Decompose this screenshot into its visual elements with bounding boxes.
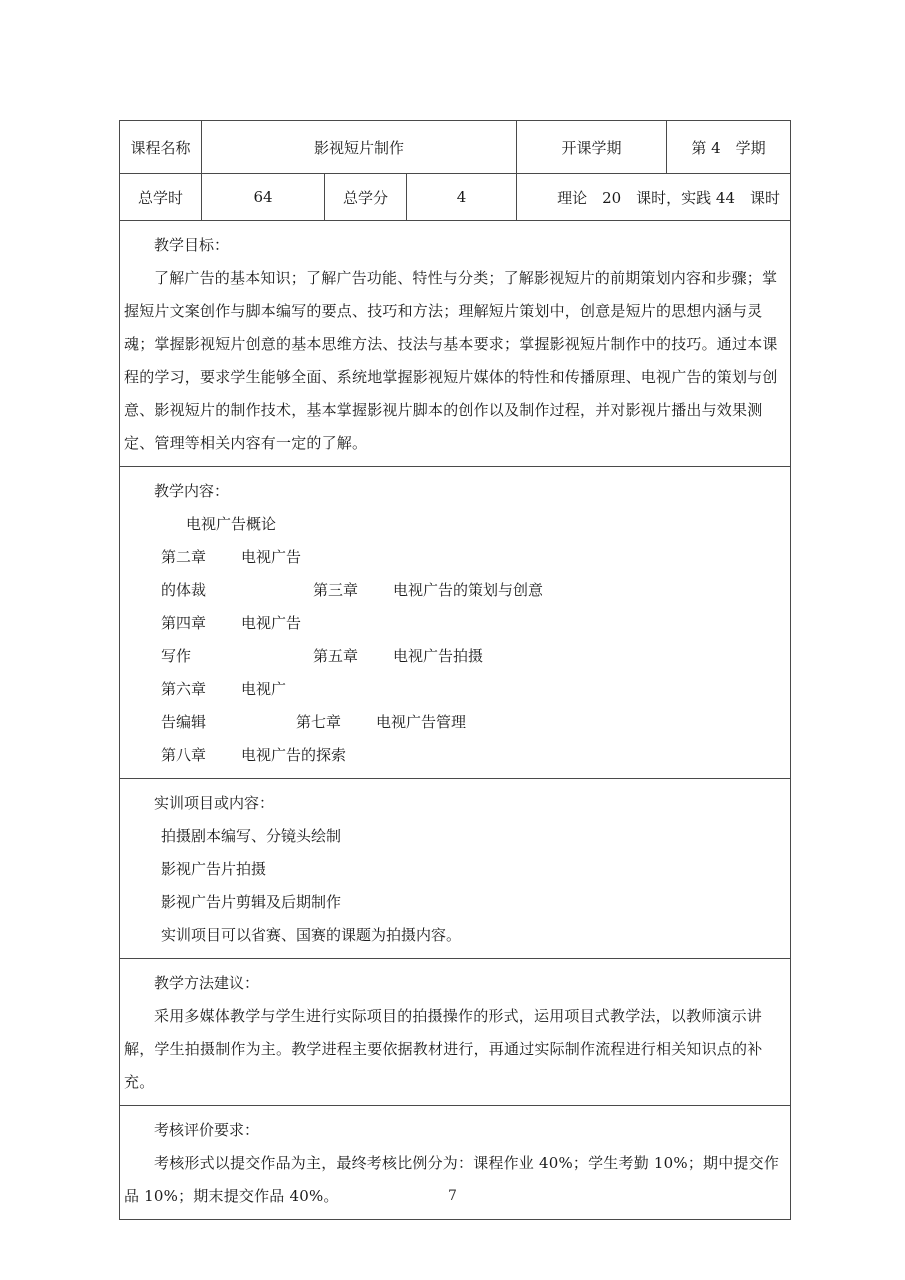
page-number: 7 [448, 1188, 457, 1204]
chapter-number: 第二章 [161, 548, 207, 566]
training-item: 拍摄剧本编写、分镜头绘制 [161, 827, 342, 845]
chapter-title: 电视广告的体裁 [161, 548, 302, 599]
total-hours-value: 64 [202, 174, 325, 221]
content-cell [120, 467, 791, 779]
semester-value: 第 4 学期 [667, 121, 791, 174]
semester-label: 开课学期 [517, 121, 667, 174]
chapter-line [124, 739, 786, 772]
course-syllabus-table [119, 120, 791, 1220]
training-item: 实训项目可以省赛、国赛的课题为拍摄内容。 [161, 926, 462, 944]
training-item: 影视广告片剪辑及后期制作 [161, 893, 342, 911]
chapter-title: 电视广告拍摄 [393, 647, 484, 665]
training-heading: 实训项目或内容： [154, 794, 275, 812]
chapter-number: 第四章 [161, 614, 207, 632]
course-name-value: 影视短片制作 [202, 121, 517, 174]
hours-row [120, 174, 791, 221]
chapter-line [124, 673, 786, 739]
chapter-number: 第七章 [296, 713, 342, 731]
content-heading: 教学内容： [154, 482, 230, 500]
chapter-title: 电视广告编辑 [161, 680, 287, 731]
chapter-line [124, 607, 786, 673]
objectives-text: 了解广告的基本知识；了解广告功能、特性与分类；了解影视短片的前期策划内容和步骤；掌握短片文案创作与脚本编写的要点、技巧和方法；理解短片策划中，创意是短片的思想内涵与灵魂；掌握影视短片创意的基本思维方法、技法与基本要求；掌握影视短片制作中的技巧。通过本课程的学习，要求学生能够全面、系统地掌握影视短片媒体的特性和传播原理、电视广告的策划与创意、影视短片的制作技术，基本掌握影视片脚本的创作以及制作过程，并对影视片播出与效果测定、管理等相关内容有一定的了解。 [124, 269, 778, 452]
training-cell [120, 779, 791, 959]
chapter-title: 电视广告的策划与创意 [393, 581, 544, 599]
hours-breakdown: 理论 20 课时，实践 44 课时 [517, 174, 791, 221]
chapter-number: 第五章 [313, 647, 359, 665]
total-credits-value: 4 [407, 174, 517, 221]
course-name-row [120, 121, 791, 174]
methods-row [120, 959, 791, 1106]
objectives-heading: 教学目标： [154, 236, 230, 254]
chapter-number: 第八章 [161, 746, 207, 764]
total-credits-label: 总学分 [325, 174, 407, 221]
assessment-text: 考核形式以提交作品为主，最终考核比例分为：课程作业 40%；学生考勤 10%；期中提交作品 10%；期末提交作品 40%。 [124, 1154, 780, 1205]
course-name-label: 课程名称 [120, 121, 202, 174]
assessment-heading: 考核评价要求： [154, 1121, 260, 1139]
chapter-title: 电视广告的探索 [241, 746, 347, 764]
methods-heading: 教学方法建议： [154, 974, 260, 992]
training-item: 影视广告片拍摄 [161, 860, 267, 878]
objectives-cell [120, 221, 791, 467]
methods-cell [120, 959, 791, 1106]
chapter-title: 电视广告管理 [376, 713, 467, 731]
methods-text: 采用多媒体教学与学生进行实际项目的拍摄操作的形式，运用项目式教学法，以教师演示讲解，学生拍摄制作为主。教学进程主要依据教材进行，再通过实际制作流程进行相关知识点的补充。 [124, 1007, 763, 1091]
intro-chapter: 电视广告概论 [186, 515, 277, 533]
content-row [120, 467, 791, 779]
training-row [120, 779, 791, 959]
chapter-title: 电视广告写作 [161, 614, 302, 665]
objectives-row [120, 221, 791, 467]
chapter-line [124, 541, 786, 607]
chapter-number: 第六章 [161, 680, 207, 698]
total-hours-label: 总学时 [120, 174, 202, 221]
chapter-number: 第三章 [313, 581, 359, 599]
